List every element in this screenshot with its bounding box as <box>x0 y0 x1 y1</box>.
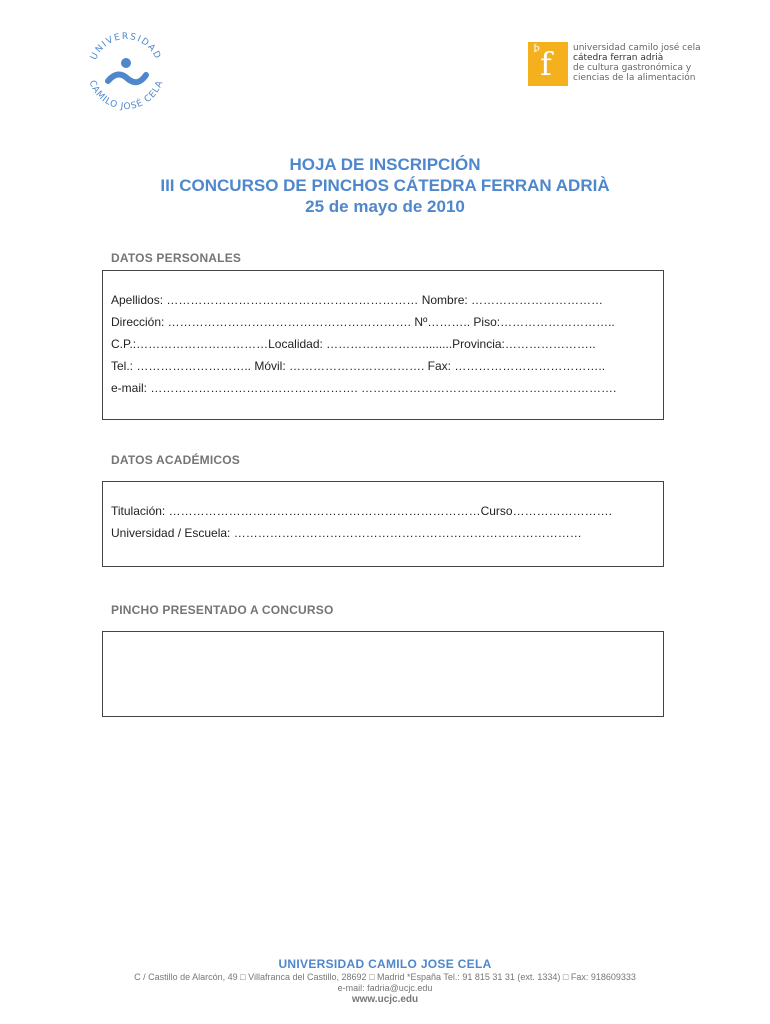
pincho-box[interactable] <box>102 631 664 717</box>
svg-text:UNIVERSIDAD <box>89 32 162 62</box>
university-logo <box>80 25 172 117</box>
svg-text:CAMILO JOSÉ CELA <box>87 79 166 112</box>
title-line-1: HOJA DE INSCRIPCIÓN <box>289 155 481 174</box>
footer-university-name: UNIVERSIDAD CAMILO JOSE CELA <box>278 957 492 971</box>
uni-logo-bottom-text: CAMILO JOSÉ CELA <box>86 79 166 113</box>
form-line-cp[interactable]: C.P.:……………………………Localidad: …………………….........Provincia:………………….. <box>111 337 596 351</box>
document-title <box>0 154 770 217</box>
form-line-apellidos[interactable]: Apellidos: ……………………………………………………… Nombre: …………………………… <box>111 293 604 307</box>
footer-email: e-mail: fadria@ucjc.edu <box>337 983 433 993</box>
form-line-titulacion[interactable]: Titulación: ……………………………………………………………………Curso……………………. <box>111 504 612 518</box>
title-line-3: 25 de mayo de 2010 <box>305 197 465 216</box>
academic-data-box <box>102 481 664 567</box>
academic-section-label: DATOS ACADÉMICOS <box>111 453 240 467</box>
footer-website: www.ucjc.edu <box>351 994 419 1005</box>
catedra-line: universidad camilo josé cela <box>573 43 701 53</box>
catedra-text <box>573 43 701 83</box>
uni-logo-top-text: UNIVERSIDAD <box>89 31 163 62</box>
personal-section-label: DATOS PERSONALES <box>111 251 242 265</box>
catedra-logo: Þ f <box>528 42 568 86</box>
catedra-line: ciencias de la alimentación <box>573 73 696 83</box>
catedra-logo-mark: f <box>540 45 552 83</box>
catedra-line: de cultura gastronómica y <box>573 63 692 73</box>
catedra-line: cátedra ferran adrià <box>573 53 664 63</box>
form-line-direccion[interactable]: Dirección: ……………………………………………………. Nº……….. Piso:……………………….. <box>111 315 615 329</box>
form-line-universidad[interactable]: Universidad / Escuela: …………………………………………………………………………… <box>111 526 582 540</box>
pincho-section-label: PINCHO PRESENTADO A CONCURSO <box>111 603 334 617</box>
title-line-2: III CONCURSO DE PINCHOS CÁTEDRA FERRAN ADRIÀ <box>160 176 610 195</box>
form-line-tel[interactable]: Tel.: ……………………….. Móvil: ……………………………. Fax: ……………………………….. <box>111 359 606 373</box>
form-line-email[interactable]: e-mail: ……………………………………………. ………………………………………………………. <box>111 381 617 395</box>
footer-address: C / Castillo de Alarcón, 49 □ Villafranca del Castillo, 28692 □ Madrid *España Tel.: 91 815 31 31 (ext. 1334) □ Fax: 918609333 <box>134 972 636 982</box>
